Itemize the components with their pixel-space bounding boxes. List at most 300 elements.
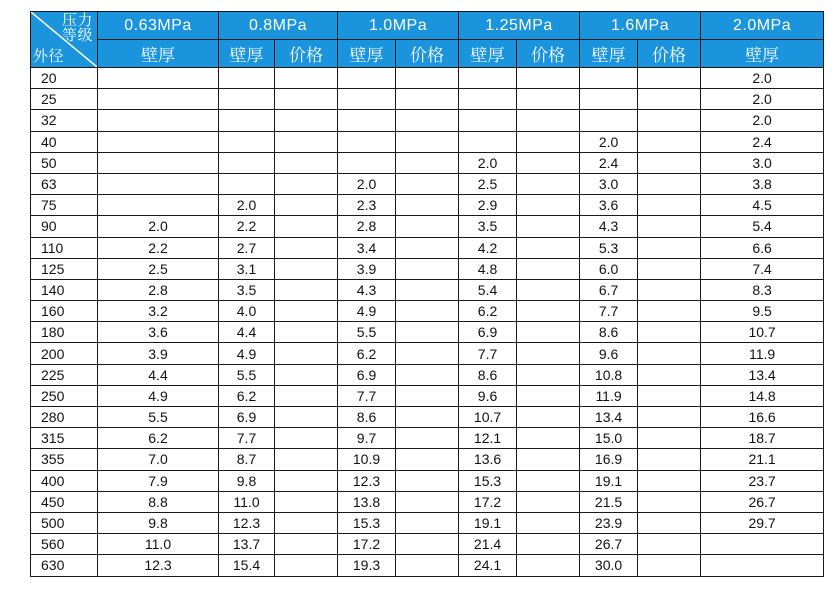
wall-thickness-cell <box>459 110 517 131</box>
price-cell <box>638 237 701 258</box>
wall-thickness-cell: 4.3 <box>580 216 638 237</box>
wall-thickness-cell: 2.5 <box>98 258 219 279</box>
price-cell <box>275 470 338 491</box>
pressure-header-0.8: 0.8MPa <box>219 12 338 40</box>
wall-thickness-cell: 19.3 <box>338 555 396 576</box>
outer-diameter-cell: 75 <box>31 195 98 216</box>
wall-thickness-cell: 18.7 <box>701 428 824 449</box>
wall-thickness-cell: 3.1 <box>219 258 275 279</box>
pressure-grade-line-1: 压力 <box>61 12 93 29</box>
wall-thickness-cell: 2.0 <box>459 152 517 173</box>
wall-thickness-cell: 4.9 <box>98 385 219 406</box>
price-cell <box>275 258 338 279</box>
price-header: 价格 <box>517 40 580 68</box>
wall-thickness-cell: 7.9 <box>98 470 219 491</box>
price-cell <box>275 491 338 512</box>
wall-thickness-cell <box>459 131 517 152</box>
wall-thickness-cell: 9.7 <box>338 428 396 449</box>
wall-thickness-cell: 7.7 <box>338 385 396 406</box>
price-cell <box>396 322 459 343</box>
pipe-spec-table <box>30 11 824 577</box>
price-cell <box>396 110 459 131</box>
price-header: 价格 <box>638 40 701 68</box>
price-cell <box>517 407 580 428</box>
price-cell <box>638 216 701 237</box>
wall-thickness-cell: 23.9 <box>580 512 638 533</box>
price-cell <box>275 449 338 470</box>
price-cell <box>517 385 580 406</box>
price-cell <box>396 343 459 364</box>
wall-thickness-cell: 15.3 <box>338 512 396 533</box>
table-row <box>31 216 824 237</box>
wall-thickness-cell: 15.3 <box>459 470 517 491</box>
price-cell <box>638 195 701 216</box>
price-cell <box>638 555 701 576</box>
price-cell <box>275 301 338 322</box>
wall-thickness-cell: 21.1 <box>701 449 824 470</box>
wall-thickness-cell <box>98 152 219 173</box>
price-cell <box>638 343 701 364</box>
price-cell <box>275 428 338 449</box>
price-cell <box>517 534 580 555</box>
pressure-header-1.25: 1.25MPa <box>459 12 580 40</box>
outer-diameter-cell: 355 <box>31 449 98 470</box>
wall-thickness-cell: 2.8 <box>338 216 396 237</box>
outer-diameter-cell: 500 <box>31 512 98 533</box>
price-cell <box>396 364 459 385</box>
price-cell <box>275 407 338 428</box>
price-cell <box>517 195 580 216</box>
price-cell <box>396 216 459 237</box>
outer-diameter-cell: 180 <box>31 322 98 343</box>
wall-thickness-header: 壁厚 <box>219 40 275 68</box>
outer-diameter-cell: 32 <box>31 110 98 131</box>
wall-thickness-cell <box>219 68 275 89</box>
table-row <box>31 152 824 173</box>
wall-thickness-cell: 2.4 <box>701 131 824 152</box>
wall-thickness-cell <box>580 89 638 110</box>
outer-diameter-cell: 20 <box>31 68 98 89</box>
wall-thickness-cell <box>219 110 275 131</box>
pressure-header-0.63: 0.63MPa <box>98 12 219 40</box>
table-row <box>31 534 824 555</box>
wall-thickness-cell <box>338 68 396 89</box>
wall-thickness-cell: 3.8 <box>701 173 824 194</box>
wall-thickness-header: 壁厚 <box>459 40 517 68</box>
wall-thickness-cell: 5.5 <box>219 364 275 385</box>
pressure-header-1.0: 1.0MPa <box>338 12 459 40</box>
wall-thickness-header: 壁厚 <box>98 40 219 68</box>
price-cell <box>517 364 580 385</box>
price-cell <box>396 173 459 194</box>
price-cell <box>517 301 580 322</box>
wall-thickness-cell: 21.4 <box>459 534 517 555</box>
wall-thickness-cell: 8.6 <box>338 407 396 428</box>
wall-thickness-cell: 7.7 <box>580 301 638 322</box>
wall-thickness-cell: 3.5 <box>219 279 275 300</box>
wall-thickness-cell: 12.3 <box>98 555 219 576</box>
wall-thickness-cell: 4.5 <box>701 195 824 216</box>
wall-thickness-cell: 2.9 <box>459 195 517 216</box>
wall-thickness-cell: 11.9 <box>701 343 824 364</box>
outer-diameter-cell: 125 <box>31 258 98 279</box>
outer-diameter-cell: 400 <box>31 470 98 491</box>
outer-diameter-cell: 315 <box>31 428 98 449</box>
wall-thickness-cell: 3.5 <box>459 216 517 237</box>
wall-thickness-cell: 13.7 <box>219 534 275 555</box>
table-row <box>31 237 824 258</box>
wall-thickness-cell: 3.6 <box>580 195 638 216</box>
table-row <box>31 89 824 110</box>
wall-thickness-cell: 2.4 <box>580 152 638 173</box>
price-cell <box>275 68 338 89</box>
price-cell <box>638 173 701 194</box>
wall-thickness-cell: 23.7 <box>701 470 824 491</box>
price-cell <box>638 322 701 343</box>
price-cell <box>396 152 459 173</box>
wall-thickness-cell: 3.9 <box>338 258 396 279</box>
wall-thickness-cell: 4.4 <box>219 322 275 343</box>
price-cell <box>517 449 580 470</box>
wall-thickness-cell: 8.6 <box>459 364 517 385</box>
price-cell <box>396 449 459 470</box>
price-cell <box>638 407 701 428</box>
wall-thickness-cell <box>98 195 219 216</box>
wall-thickness-cell: 12.3 <box>338 470 396 491</box>
wall-thickness-cell: 5.5 <box>338 322 396 343</box>
outer-diameter-cell: 630 <box>31 555 98 576</box>
price-cell <box>517 152 580 173</box>
wall-thickness-cell: 6.9 <box>459 322 517 343</box>
outer-diameter-cell: 63 <box>31 173 98 194</box>
price-cell <box>638 279 701 300</box>
wall-thickness-cell: 14.8 <box>701 385 824 406</box>
wall-thickness-cell: 10.7 <box>701 322 824 343</box>
wall-thickness-cell <box>219 89 275 110</box>
price-cell <box>517 343 580 364</box>
wall-thickness-cell: 19.1 <box>459 512 517 533</box>
wall-thickness-cell: 2.5 <box>459 173 517 194</box>
wall-thickness-cell: 26.7 <box>580 534 638 555</box>
wall-thickness-cell: 26.7 <box>701 491 824 512</box>
wall-thickness-cell: 21.5 <box>580 491 638 512</box>
outer-diameter-cell: 90 <box>31 216 98 237</box>
outer-diameter-cell: 160 <box>31 301 98 322</box>
wall-thickness-cell: 9.6 <box>459 385 517 406</box>
price-cell <box>517 131 580 152</box>
wall-thickness-cell: 3.6 <box>98 322 219 343</box>
table-row <box>31 491 824 512</box>
wall-thickness-cell: 8.8 <box>98 491 219 512</box>
table-row <box>31 343 824 364</box>
wall-thickness-cell: 6.2 <box>338 343 396 364</box>
wall-thickness-cell: 17.2 <box>459 491 517 512</box>
price-cell <box>517 428 580 449</box>
price-cell <box>396 258 459 279</box>
price-cell <box>517 491 580 512</box>
price-cell <box>638 68 701 89</box>
wall-thickness-cell: 2.7 <box>219 237 275 258</box>
outer-diameter-cell: 560 <box>31 534 98 555</box>
price-cell <box>638 534 701 555</box>
price-cell <box>275 343 338 364</box>
wall-thickness-cell: 11.0 <box>98 534 219 555</box>
price-header: 价格 <box>275 40 338 68</box>
table-row <box>31 470 824 491</box>
wall-thickness-cell: 2.0 <box>701 89 824 110</box>
table-row <box>31 512 824 533</box>
price-cell <box>517 110 580 131</box>
price-cell <box>275 89 338 110</box>
outer-diameter-cell: 40 <box>31 131 98 152</box>
price-cell <box>275 555 338 576</box>
wall-thickness-cell: 11.0 <box>219 491 275 512</box>
price-cell <box>396 237 459 258</box>
wall-thickness-cell: 4.2 <box>459 237 517 258</box>
price-cell <box>517 322 580 343</box>
price-cell <box>638 512 701 533</box>
wall-thickness-header: 壁厚 <box>580 40 638 68</box>
wall-thickness-cell: 4.0 <box>219 301 275 322</box>
price-cell <box>638 364 701 385</box>
price-cell <box>275 110 338 131</box>
price-cell <box>517 237 580 258</box>
price-cell <box>517 470 580 491</box>
wall-thickness-cell: 6.9 <box>338 364 396 385</box>
wall-thickness-cell: 9.6 <box>580 343 638 364</box>
price-cell <box>638 131 701 152</box>
wall-thickness-cell: 4.4 <box>98 364 219 385</box>
price-cell <box>275 385 338 406</box>
table-row <box>31 428 824 449</box>
wall-thickness-cell: 3.2 <box>98 301 219 322</box>
price-cell <box>275 322 338 343</box>
table-row <box>31 68 824 89</box>
wall-thickness-cell: 17.2 <box>338 534 396 555</box>
wall-thickness-cell: 2.2 <box>98 237 219 258</box>
table-row <box>31 407 824 428</box>
price-cell <box>638 385 701 406</box>
outer-diameter-cell: 250 <box>31 385 98 406</box>
wall-thickness-cell: 2.3 <box>338 195 396 216</box>
outer-diameter-cell: 110 <box>31 237 98 258</box>
price-cell <box>275 237 338 258</box>
table-row <box>31 322 824 343</box>
price-cell <box>638 301 701 322</box>
price-cell <box>517 258 580 279</box>
outer-diameter-label: 外径 <box>33 48 65 65</box>
wall-thickness-cell <box>580 68 638 89</box>
wall-thickness-cell: 10.9 <box>338 449 396 470</box>
wall-thickness-cell: 6.0 <box>580 258 638 279</box>
wall-thickness-cell: 2.0 <box>701 110 824 131</box>
table-row <box>31 555 824 576</box>
wall-thickness-cell: 2.0 <box>219 195 275 216</box>
price-cell <box>275 512 338 533</box>
pressure-grade-label <box>62 13 93 43</box>
wall-thickness-cell: 2.0 <box>338 173 396 194</box>
outer-diameter-cell: 450 <box>31 491 98 512</box>
wall-thickness-cell: 10.7 <box>459 407 517 428</box>
table-row <box>31 131 824 152</box>
price-cell <box>275 216 338 237</box>
price-cell <box>396 385 459 406</box>
table-row <box>31 301 824 322</box>
wall-thickness-cell: 24.1 <box>459 555 517 576</box>
wall-thickness-cell: 4.9 <box>219 343 275 364</box>
wall-thickness-cell <box>580 110 638 131</box>
wall-thickness-cell: 2.2 <box>219 216 275 237</box>
wall-thickness-cell: 8.3 <box>701 279 824 300</box>
outer-diameter-cell: 140 <box>31 279 98 300</box>
wall-thickness-cell <box>338 131 396 152</box>
table-row <box>31 258 824 279</box>
price-cell <box>638 491 701 512</box>
wall-thickness-cell: 16.6 <box>701 407 824 428</box>
wall-thickness-cell: 6.2 <box>459 301 517 322</box>
price-cell <box>638 152 701 173</box>
price-cell <box>638 470 701 491</box>
wall-thickness-cell: 2.0 <box>98 216 219 237</box>
table-row <box>31 364 824 385</box>
wall-thickness-cell: 4.8 <box>459 258 517 279</box>
wall-thickness-cell <box>98 110 219 131</box>
price-cell <box>396 68 459 89</box>
wall-thickness-cell: 6.6 <box>701 237 824 258</box>
wall-thickness-cell: 19.1 <box>580 470 638 491</box>
price-cell <box>517 512 580 533</box>
wall-thickness-cell <box>219 173 275 194</box>
wall-thickness-header: 壁厚 <box>338 40 396 68</box>
wall-thickness-cell <box>701 555 824 576</box>
price-cell <box>517 68 580 89</box>
wall-thickness-cell <box>338 89 396 110</box>
price-cell <box>275 173 338 194</box>
table-row <box>31 385 824 406</box>
price-cell <box>396 195 459 216</box>
wall-thickness-cell <box>459 68 517 89</box>
price-cell <box>396 470 459 491</box>
price-cell <box>638 428 701 449</box>
wall-thickness-cell: 16.9 <box>580 449 638 470</box>
wall-thickness-cell: 5.4 <box>459 279 517 300</box>
pressure-header-2.0: 2.0MPa <box>701 12 824 40</box>
wall-thickness-cell: 10.8 <box>580 364 638 385</box>
price-cell <box>275 195 338 216</box>
price-cell <box>396 407 459 428</box>
outer-diameter-cell: 25 <box>31 89 98 110</box>
outer-diameter-cell: 280 <box>31 407 98 428</box>
price-cell <box>396 512 459 533</box>
price-cell <box>517 555 580 576</box>
wall-thickness-cell: 2.0 <box>580 131 638 152</box>
price-cell <box>275 152 338 173</box>
wall-thickness-cell: 5.4 <box>701 216 824 237</box>
price-cell <box>396 555 459 576</box>
wall-thickness-cell: 6.2 <box>219 385 275 406</box>
wall-thickness-cell: 7.0 <box>98 449 219 470</box>
price-cell <box>517 89 580 110</box>
corner-header <box>31 12 98 68</box>
spec-table-body <box>31 68 824 577</box>
wall-thickness-cell: 8.6 <box>580 322 638 343</box>
wall-thickness-cell: 7.7 <box>459 343 517 364</box>
wall-thickness-cell: 13.4 <box>701 364 824 385</box>
wall-thickness-cell: 2.0 <box>701 68 824 89</box>
wall-thickness-cell <box>338 110 396 131</box>
wall-thickness-cell: 13.4 <box>580 407 638 428</box>
wall-thickness-cell <box>98 131 219 152</box>
wall-thickness-cell: 9.8 <box>98 512 219 533</box>
price-cell <box>275 534 338 555</box>
price-cell <box>275 131 338 152</box>
wall-thickness-cell: 3.0 <box>580 173 638 194</box>
wall-thickness-cell: 3.0 <box>701 152 824 173</box>
wall-thickness-cell <box>338 152 396 173</box>
wall-thickness-cell: 15.0 <box>580 428 638 449</box>
price-cell <box>517 173 580 194</box>
wall-thickness-cell: 9.8 <box>219 470 275 491</box>
table-row <box>31 173 824 194</box>
wall-thickness-header: 壁厚 <box>701 40 824 68</box>
wall-thickness-cell <box>459 89 517 110</box>
wall-thickness-cell: 4.9 <box>338 301 396 322</box>
wall-thickness-cell <box>98 89 219 110</box>
table-row <box>31 110 824 131</box>
wall-thickness-cell <box>219 152 275 173</box>
pressure-header-1.6: 1.6MPa <box>580 12 701 40</box>
wall-thickness-cell: 13.8 <box>338 491 396 512</box>
wall-thickness-cell: 11.9 <box>580 385 638 406</box>
wall-thickness-cell: 12.3 <box>219 512 275 533</box>
price-cell <box>396 534 459 555</box>
wall-thickness-cell: 2.8 <box>98 279 219 300</box>
price-cell <box>275 364 338 385</box>
wall-thickness-cell: 8.7 <box>219 449 275 470</box>
wall-thickness-cell <box>701 534 824 555</box>
pressure-grade-line-2: 等级 <box>61 27 93 44</box>
outer-diameter-cell: 200 <box>31 343 98 364</box>
wall-thickness-cell: 13.6 <box>459 449 517 470</box>
table-row <box>31 195 824 216</box>
price-cell <box>396 491 459 512</box>
price-cell <box>638 110 701 131</box>
price-cell <box>396 428 459 449</box>
price-cell <box>638 449 701 470</box>
wall-thickness-cell: 7.4 <box>701 258 824 279</box>
wall-thickness-cell: 12.1 <box>459 428 517 449</box>
outer-diameter-cell: 225 <box>31 364 98 385</box>
wall-thickness-cell: 29.7 <box>701 512 824 533</box>
wall-thickness-cell: 15.4 <box>219 555 275 576</box>
price-cell <box>517 279 580 300</box>
price-header: 价格 <box>396 40 459 68</box>
wall-thickness-cell: 7.7 <box>219 428 275 449</box>
price-cell <box>396 279 459 300</box>
price-cell <box>638 89 701 110</box>
wall-thickness-cell: 3.9 <box>98 343 219 364</box>
table-row <box>31 449 824 470</box>
wall-thickness-cell <box>219 131 275 152</box>
wall-thickness-cell: 6.9 <box>219 407 275 428</box>
price-cell <box>396 131 459 152</box>
wall-thickness-cell: 5.3 <box>580 237 638 258</box>
wall-thickness-cell <box>98 173 219 194</box>
wall-thickness-cell: 3.4 <box>338 237 396 258</box>
price-cell <box>275 279 338 300</box>
price-cell <box>638 258 701 279</box>
price-cell <box>517 216 580 237</box>
